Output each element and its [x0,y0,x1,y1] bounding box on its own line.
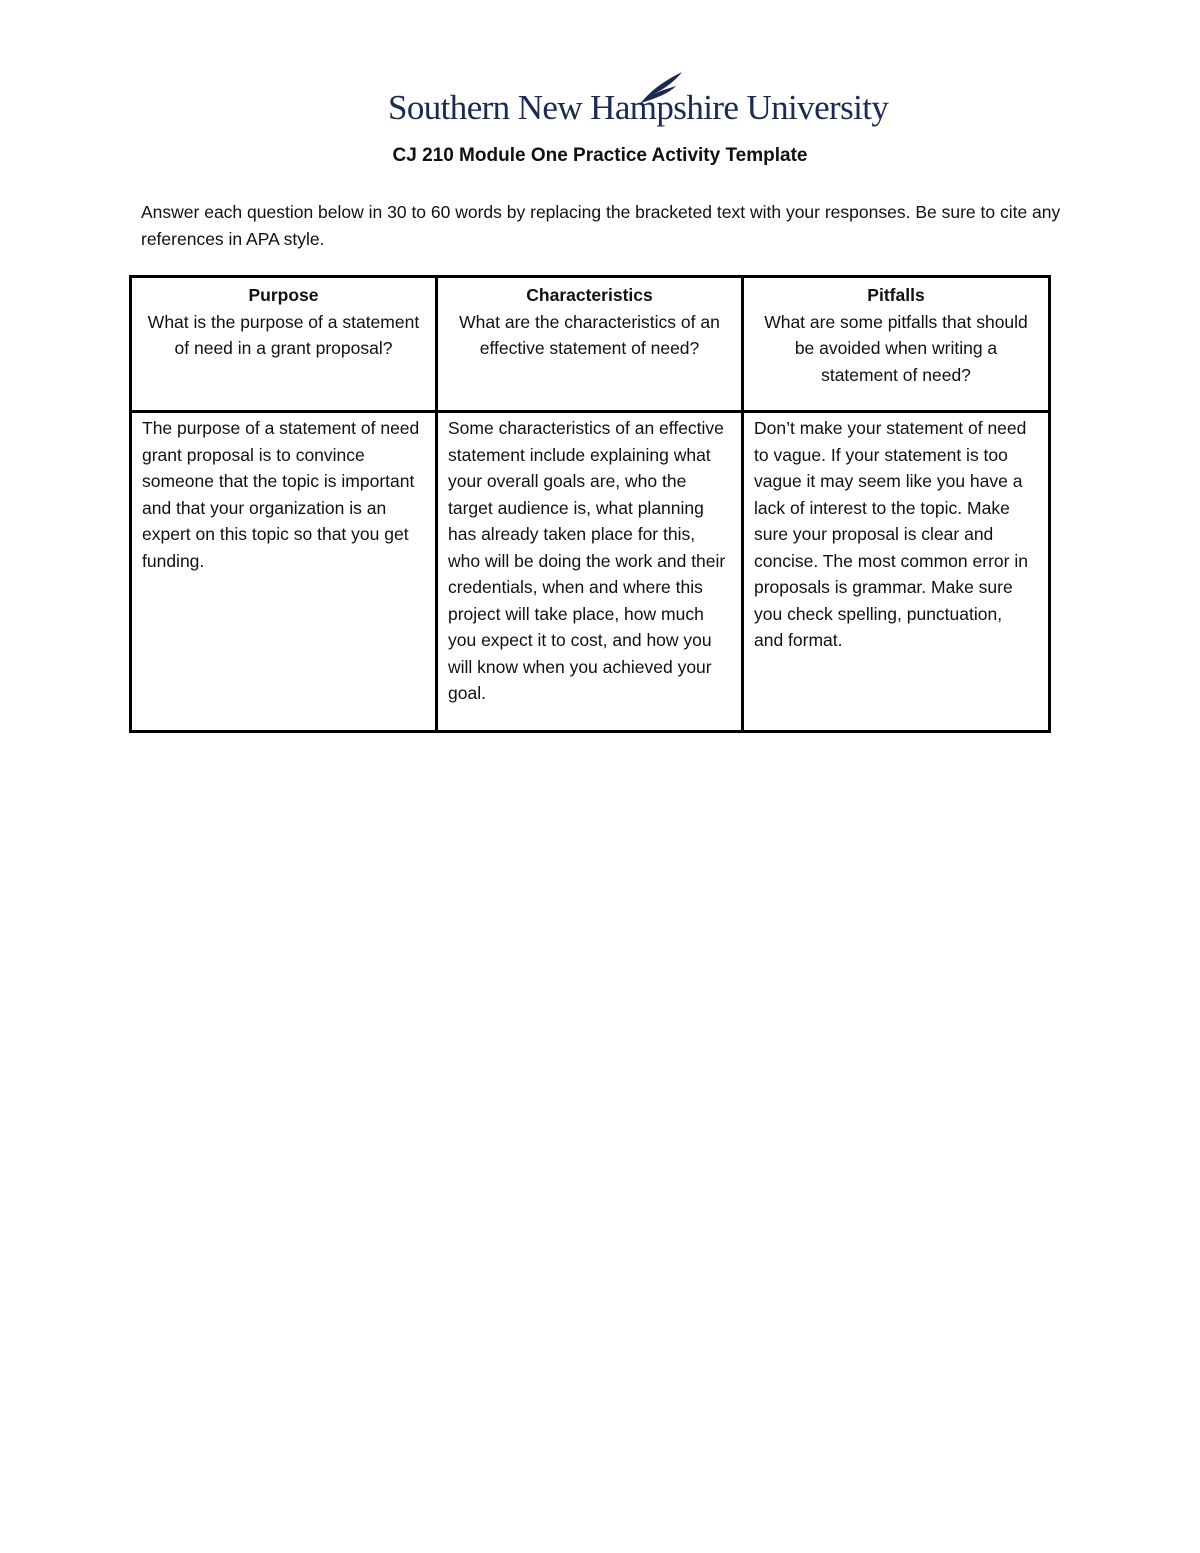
characteristics-question: What are the characteristics of an effective statement of need? [459,311,720,358]
table-header-row [131,277,1050,412]
pitfalls-answer-cell[interactable]: Don’t make your statement of need to vague. If your statement is too vague it may seem like you have a lack of interest to the topic. Make sure your proposal is clear and concise. The most common error in proposals is grammar. Make sure you check spelling, punctuation, and format. [743,412,1050,732]
table-answer-row [131,412,1050,732]
pitfalls-header-cell [743,277,1050,412]
logo-text: Southern New Hampshire University [388,88,889,127]
characteristics-header-cell [437,277,743,412]
page-title: CJ 210 Module One Practice Activity Template [392,145,808,166]
purpose-title: Purpose [248,285,319,305]
pitfalls-question: What are some pitfalls that should be avoided when writing a statement of need? [764,311,1028,385]
characteristics-answer-cell[interactable]: Some characteristics of an effective statement include explaining what your overall goals are, who the target audience is, what planning has already taken place for this, who will be doing the work and their credentials, when and where this project will take place, how much you expect it to cost, and how you will know when you achieved your goal. [437,412,743,732]
university-logo [388,70,889,136]
characteristics-title: Characteristics [526,285,653,305]
instructions-text: Answer each question below in 30 to 60 words by replacing the bracketed text with your responses. Be sure to cite any references in APA style. [141,202,1061,249]
purpose-question: What is the purpose of a statement of need in a grant proposal? [147,311,420,358]
pitfalls-title: Pitfalls [867,285,925,305]
response-table [129,275,1051,733]
purpose-answer-cell[interactable]: The purpose of a statement of need grant proposal is to convince someone that the topic is important and that your organization is an expert on this topic so that you get funding. [131,412,437,732]
purpose-header-cell [131,277,437,412]
